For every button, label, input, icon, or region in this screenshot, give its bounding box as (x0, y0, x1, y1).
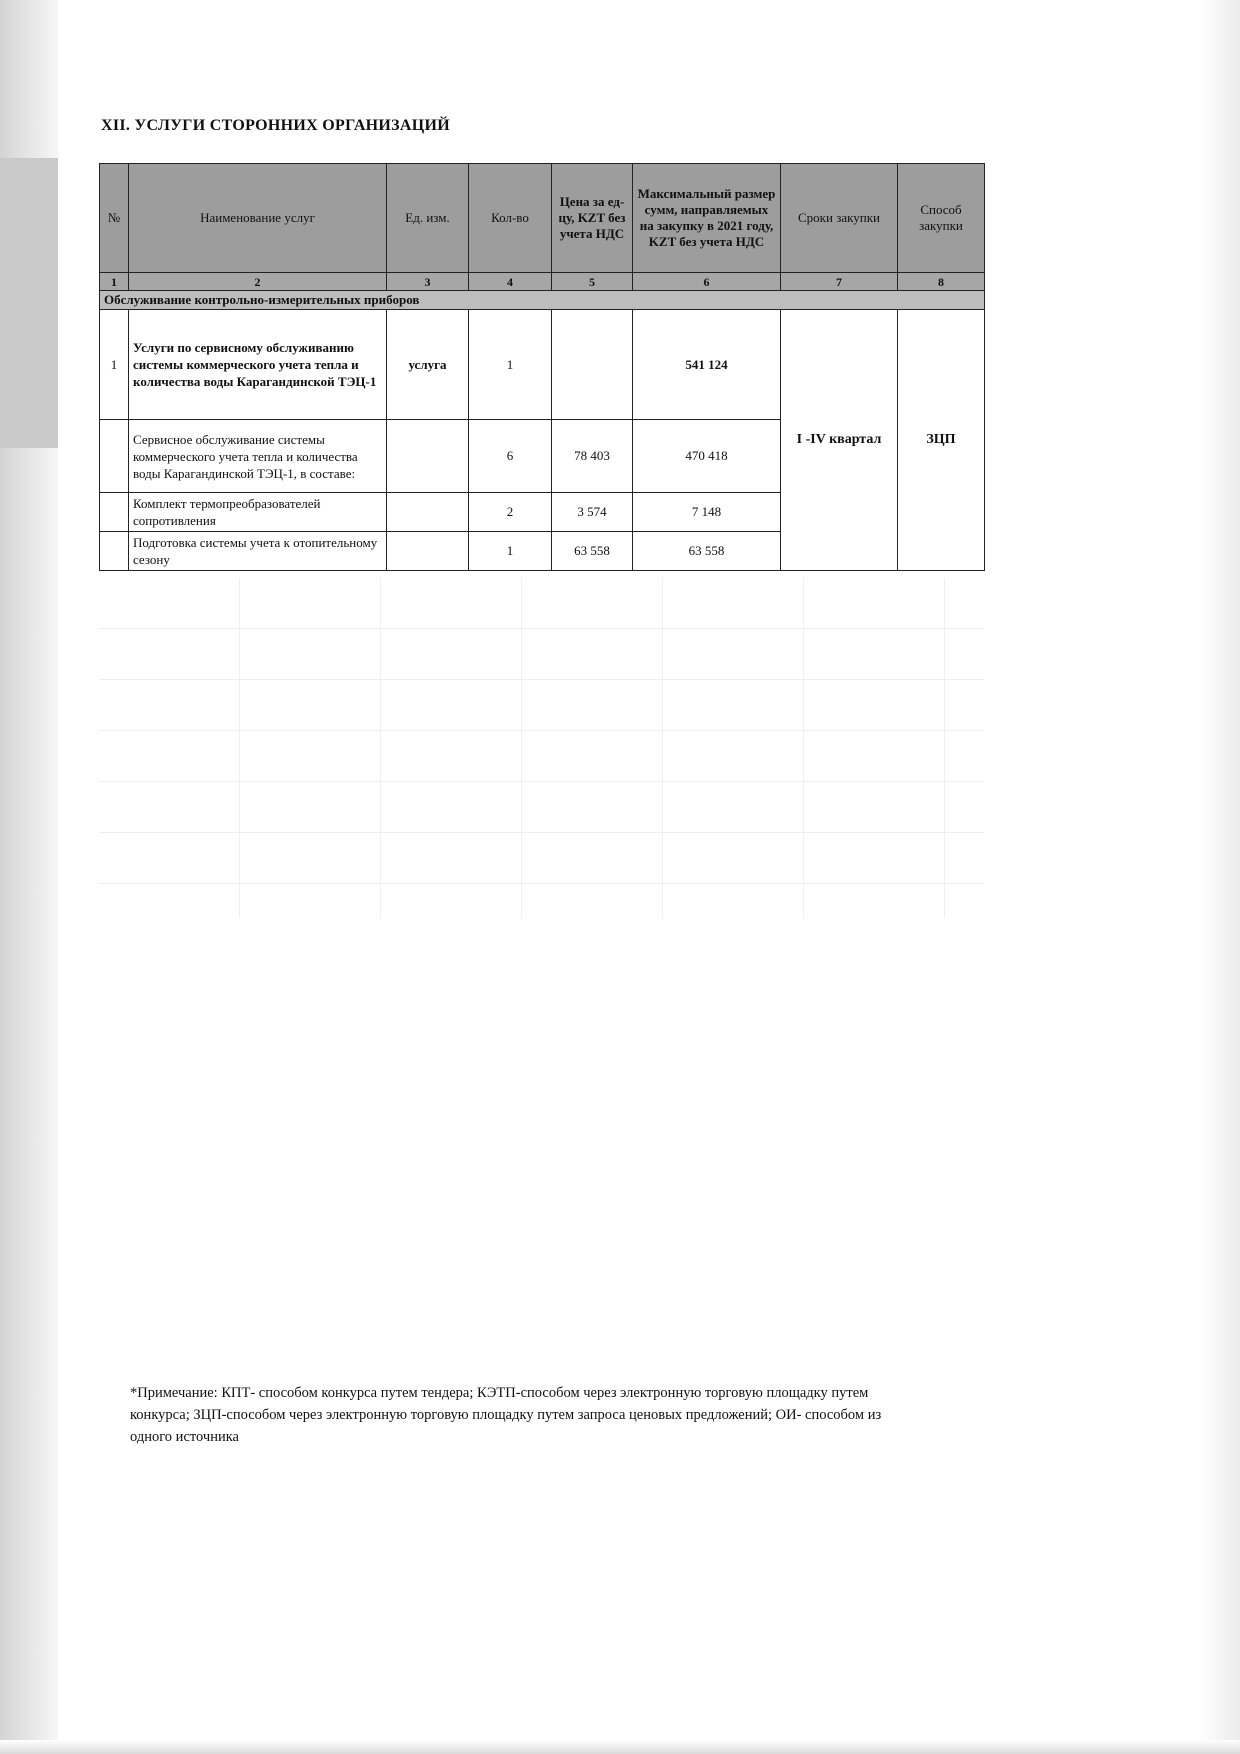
row-qty: 1 (469, 310, 552, 420)
footnote: *Примечание: КПТ- способом конкурса путем тендера; КЭТП-способом через электронную торговую площадку путем конкурса; ЗЦП-способом через электронную торговую площадку путем запроса ценовых предложений; ОИ- способом из одного источника (130, 1385, 882, 1445)
row-price (552, 310, 633, 420)
column-numbers-row (100, 273, 985, 291)
row-qty: 6 (469, 420, 552, 493)
row-num (100, 420, 129, 493)
column-number: 4 (469, 273, 552, 291)
header-terms: Сроки закупки (781, 164, 898, 273)
column-number: 1 (100, 273, 129, 291)
row-name: Сервисное обслуживание системы коммерческого учета тепла и количества воды Карагандинской ТЭЦ-1, в составе: (129, 420, 387, 493)
section-heading-row (100, 291, 985, 310)
column-number: 7 (781, 273, 898, 291)
section-heading: Обслуживание контрольно-измерительных приборов (100, 291, 985, 310)
column-number: 8 (898, 273, 985, 291)
row-name: Подготовка системы учета к отопительному сезону (129, 532, 387, 571)
row-max-sum: 541 124 (633, 310, 781, 420)
row-name: Услуги по сервисному обслуживанию системы коммерческого учета тепла и количества воды Карагандинской ТЭЦ-1 (129, 310, 387, 420)
bleed-through-shadow (99, 578, 984, 918)
column-number: 2 (129, 273, 387, 291)
section-title: XII. УСЛУГИ СТОРОННИХ ОРГАНИЗАЦИЙ (101, 117, 451, 134)
row-max-sum: 63 558 (633, 532, 781, 571)
row-unit (387, 420, 469, 493)
header-num: № (100, 164, 129, 273)
row-num (100, 493, 129, 532)
column-number: 6 (633, 273, 781, 291)
row-num (100, 532, 129, 571)
row-price: 78 403 (552, 420, 633, 493)
row-max-sum: 470 418 (633, 420, 781, 493)
row-price: 3 574 (552, 493, 633, 532)
row-unit (387, 532, 469, 571)
procurement-method: ЗЦП (898, 310, 985, 571)
table-row (100, 310, 985, 420)
row-qty: 1 (469, 532, 552, 571)
row-price: 63 558 (552, 532, 633, 571)
scan-edge-shadow (0, 158, 58, 448)
row-num: 1 (100, 310, 129, 420)
row-qty: 2 (469, 493, 552, 532)
procurement-terms: I -IV квартал (781, 310, 898, 571)
column-number: 5 (552, 273, 633, 291)
services-table (99, 163, 985, 571)
column-number: 3 (387, 273, 469, 291)
row-unit (387, 493, 469, 532)
table-header-row (100, 164, 985, 273)
header-price: Цена за ед-цу, KZT без учета НДС (552, 164, 633, 273)
header-max-sum: Максимальный размер сумм, направляемых на закупку в 2021 году, KZT без учета НДС (633, 164, 781, 273)
row-max-sum: 7 148 (633, 493, 781, 532)
row-name: Комплект термопреобразователей сопротивления (129, 493, 387, 532)
header-method: Способ закупки (898, 164, 985, 273)
scan-edge-right (1200, 0, 1240, 1754)
header-name: Наименование услуг (129, 164, 387, 273)
scan-edge-bottom (0, 1740, 1240, 1754)
header-unit: Ед. изм. (387, 164, 469, 273)
row-unit: услуга (387, 310, 469, 420)
header-qty: Кол-во (469, 164, 552, 273)
